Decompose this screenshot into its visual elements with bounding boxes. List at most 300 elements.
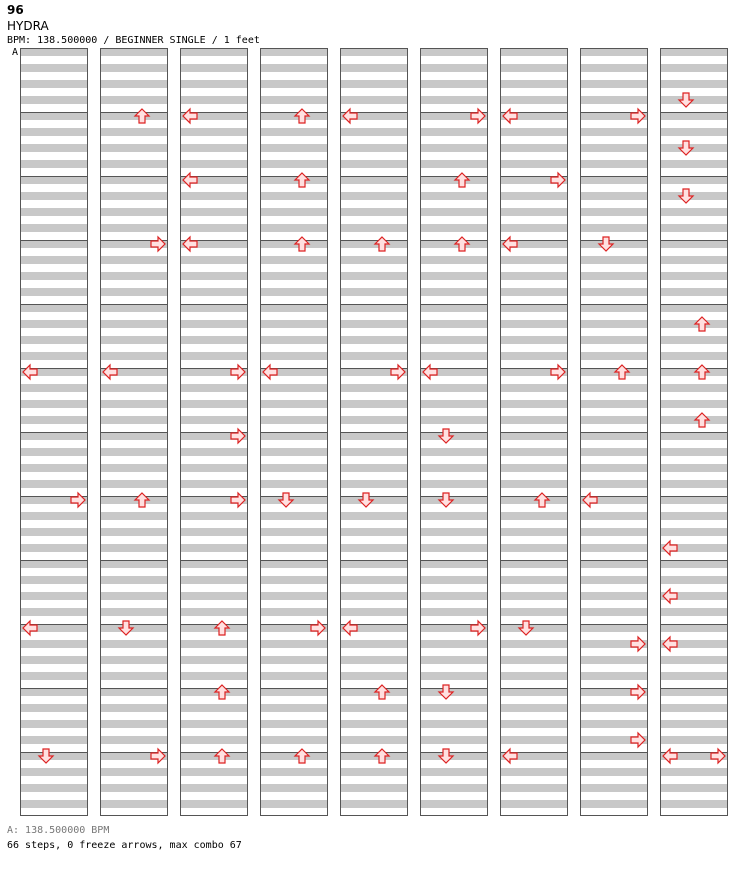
beat-stripe xyxy=(580,304,648,312)
beat-stripe xyxy=(500,320,568,328)
beat-stripe xyxy=(340,592,408,600)
beat-stripe xyxy=(580,624,648,632)
beat-stripe xyxy=(20,464,88,472)
arrow-right-icon xyxy=(391,365,405,379)
beat-stripe xyxy=(100,288,168,296)
arrow-up-icon xyxy=(695,365,709,379)
beat-stripe xyxy=(580,608,648,616)
beat-stripe xyxy=(340,96,408,104)
beat-stripe xyxy=(340,496,408,504)
beat-stripe xyxy=(260,176,328,184)
beat-stripe xyxy=(180,752,248,760)
beat-stripe xyxy=(340,144,408,152)
beat-stripe xyxy=(340,464,408,472)
beat-stripe xyxy=(180,224,248,232)
beat-stripe xyxy=(260,304,328,312)
beat-stripe xyxy=(660,368,728,376)
beat-stripe xyxy=(420,240,488,248)
beat-stripe xyxy=(660,560,728,568)
beat-stripe xyxy=(500,704,568,712)
beat-stripe xyxy=(420,464,488,472)
beat-stripe xyxy=(100,736,168,744)
beat-stripe xyxy=(20,432,88,440)
beat-stripe xyxy=(20,448,88,456)
arrow-up-icon xyxy=(295,173,309,187)
beat-stripe xyxy=(260,192,328,200)
beat-stripe xyxy=(660,320,728,328)
beat-stripe xyxy=(100,352,168,360)
beat-stripe xyxy=(100,448,168,456)
beat-stripe xyxy=(180,672,248,680)
arrow-up-icon xyxy=(295,109,309,123)
beat-stripe xyxy=(500,256,568,264)
beat-stripe xyxy=(420,784,488,792)
beat-stripe xyxy=(100,576,168,584)
beat-stripe xyxy=(420,576,488,584)
beat-stripe xyxy=(340,352,408,360)
arrow-right-icon xyxy=(231,365,245,379)
beat-stripe xyxy=(20,64,88,72)
beat-stripe xyxy=(420,544,488,552)
beat-stripe xyxy=(420,256,488,264)
beat-stripe xyxy=(180,448,248,456)
arrow-right-icon xyxy=(551,365,565,379)
beat-stripe xyxy=(660,400,728,408)
beat-stripe xyxy=(20,240,88,248)
beat-stripe xyxy=(660,272,728,280)
beat-stripe xyxy=(500,656,568,664)
arrow-right-icon xyxy=(311,621,325,635)
beat-stripe xyxy=(340,64,408,72)
beat-stripe xyxy=(20,688,88,696)
beat-stripe xyxy=(180,400,248,408)
beat-stripe xyxy=(260,672,328,680)
beat-stripe xyxy=(340,192,408,200)
beat-stripe xyxy=(500,128,568,136)
beat-stripe xyxy=(660,448,728,456)
arrow-down-icon xyxy=(439,749,453,763)
beat-stripe xyxy=(260,688,328,696)
beat-stripe xyxy=(20,576,88,584)
beat-stripe xyxy=(500,464,568,472)
beat-stripe xyxy=(500,608,568,616)
beat-stripe xyxy=(100,784,168,792)
beat-stripe xyxy=(500,592,568,600)
beat-stripe xyxy=(580,336,648,344)
beat-stripe xyxy=(180,64,248,72)
beat-stripe xyxy=(340,528,408,536)
beat-stripe xyxy=(180,624,248,632)
beat-stripe xyxy=(580,144,648,152)
beat-stripe xyxy=(340,768,408,776)
arrow-right-icon xyxy=(711,749,725,763)
beat-stripe xyxy=(260,736,328,744)
beat-stripe xyxy=(100,528,168,536)
beat-stripe xyxy=(180,688,248,696)
beat-stripe xyxy=(20,592,88,600)
beat-stripe xyxy=(500,96,568,104)
beat-stripe xyxy=(420,656,488,664)
beat-stripe xyxy=(580,592,648,600)
arrow-right-icon xyxy=(631,685,645,699)
chart-column xyxy=(20,48,88,816)
beat-stripe xyxy=(660,176,728,184)
arrow-left-icon xyxy=(183,109,197,123)
beat-stripe xyxy=(100,176,168,184)
beat-stripe xyxy=(20,512,88,520)
beat-stripe xyxy=(100,464,168,472)
beat-stripe xyxy=(660,768,728,776)
beat-stripe xyxy=(340,480,408,488)
beat-stripe xyxy=(340,432,408,440)
beat-stripe xyxy=(20,144,88,152)
beat-stripe xyxy=(660,688,728,696)
arrow-left-icon xyxy=(663,749,677,763)
beat-stripe xyxy=(20,672,88,680)
arrow-up-icon xyxy=(695,413,709,427)
beat-stripe xyxy=(260,352,328,360)
beat-stripe xyxy=(260,528,328,536)
beat-stripe xyxy=(660,80,728,88)
beat-stripe xyxy=(180,592,248,600)
beat-stripe xyxy=(340,80,408,88)
arrow-down-icon xyxy=(119,621,133,635)
beat-stripe xyxy=(500,192,568,200)
beat-stripe xyxy=(420,224,488,232)
beat-stripe xyxy=(340,240,408,248)
arrow-left-icon xyxy=(503,237,517,251)
beat-stripe xyxy=(340,656,408,664)
beat-stripe xyxy=(660,464,728,472)
beat-stripe xyxy=(420,512,488,520)
beat-stripe xyxy=(580,544,648,552)
beat-stripe xyxy=(340,176,408,184)
beat-stripe xyxy=(500,432,568,440)
beat-stripe xyxy=(580,80,648,88)
beat-stripe xyxy=(20,768,88,776)
arrow-right-icon xyxy=(151,749,165,763)
beat-stripe xyxy=(20,528,88,536)
beat-stripe xyxy=(100,624,168,632)
beat-stripe xyxy=(500,272,568,280)
beat-stripe xyxy=(260,448,328,456)
arrow-down-icon xyxy=(519,621,533,635)
beat-stripe xyxy=(500,640,568,648)
beat-stripe xyxy=(340,720,408,728)
beat-stripe xyxy=(420,688,488,696)
beat-stripe xyxy=(180,528,248,536)
beat-stripe xyxy=(340,688,408,696)
arrow-right-icon xyxy=(631,733,645,747)
beat-stripe xyxy=(660,512,728,520)
beat-stripe xyxy=(260,320,328,328)
beat-stripe xyxy=(340,128,408,136)
beat-stripe xyxy=(100,592,168,600)
beat-stripe xyxy=(20,800,88,808)
arrow-up-icon xyxy=(375,237,389,251)
arrow-left-icon xyxy=(663,541,677,555)
beat-stripe xyxy=(580,720,648,728)
arrow-right-icon xyxy=(471,109,485,123)
beat-stripe xyxy=(100,800,168,808)
beat-stripe xyxy=(420,432,488,440)
beat-stripe xyxy=(580,176,648,184)
beat-stripe xyxy=(180,768,248,776)
beat-stripe xyxy=(260,752,328,760)
song-number: 96 xyxy=(7,3,24,17)
beat-stripe xyxy=(260,144,328,152)
beat-stripe xyxy=(260,336,328,344)
arrow-left-icon xyxy=(583,493,597,507)
beat-stripe xyxy=(180,352,248,360)
beat-stripe xyxy=(20,336,88,344)
beat-stripe xyxy=(180,288,248,296)
beat-stripe xyxy=(580,400,648,408)
beat-stripe xyxy=(660,352,728,360)
beat-stripe xyxy=(180,416,248,424)
beat-stripe xyxy=(500,688,568,696)
arrow-down-icon xyxy=(439,493,453,507)
arrow-left-icon xyxy=(343,109,357,123)
beat-stripe xyxy=(660,144,728,152)
beat-stripe xyxy=(260,96,328,104)
beat-stripe xyxy=(580,800,648,808)
beat-stripe xyxy=(100,256,168,264)
beat-stripe xyxy=(500,720,568,728)
beat-stripe xyxy=(180,384,248,392)
beat-stripe xyxy=(180,576,248,584)
beat-stripe xyxy=(340,512,408,520)
beat-stripe xyxy=(500,352,568,360)
beat-stripe xyxy=(500,304,568,312)
beat-stripe xyxy=(420,288,488,296)
beat-stripe xyxy=(340,784,408,792)
arrow-left-icon xyxy=(663,589,677,603)
beat-stripe xyxy=(260,272,328,280)
arrow-right-icon xyxy=(231,429,245,443)
beat-stripe xyxy=(580,256,648,264)
beat-stripe xyxy=(500,480,568,488)
beat-stripe xyxy=(340,272,408,280)
beat-stripe xyxy=(500,544,568,552)
beat-stripe xyxy=(100,496,168,504)
arrow-left-icon xyxy=(263,365,277,379)
arrow-left-icon xyxy=(183,237,197,251)
beat-stripe xyxy=(340,544,408,552)
beat-stripe xyxy=(580,384,648,392)
beat-stripe xyxy=(180,640,248,648)
beat-stripe xyxy=(660,672,728,680)
beat-stripe xyxy=(660,432,728,440)
arrow-right-icon xyxy=(231,493,245,507)
beat-stripe xyxy=(340,400,408,408)
beat-stripe xyxy=(580,448,648,456)
beat-stripe xyxy=(580,432,648,440)
beat-stripe xyxy=(100,128,168,136)
beat-stripe xyxy=(100,96,168,104)
beat-stripe xyxy=(660,496,728,504)
beat-stripe xyxy=(420,720,488,728)
beat-stripe xyxy=(180,800,248,808)
beat-stripe xyxy=(100,192,168,200)
beat-stripe xyxy=(20,128,88,136)
arrow-up-icon xyxy=(295,749,309,763)
beat-stripe xyxy=(20,80,88,88)
beat-stripe xyxy=(260,800,328,808)
beat-stripe xyxy=(500,448,568,456)
beat-stripe xyxy=(420,336,488,344)
arrow-down-icon xyxy=(679,189,693,203)
beat-stripe xyxy=(100,560,168,568)
beat-stripe xyxy=(180,192,248,200)
beat-stripe xyxy=(580,368,648,376)
beat-stripe xyxy=(500,560,568,568)
beat-stripe xyxy=(340,416,408,424)
beat-stripe xyxy=(340,752,408,760)
beat-stripe xyxy=(340,672,408,680)
beat-stripe xyxy=(420,272,488,280)
arrow-left-icon xyxy=(23,365,37,379)
beat-stripe xyxy=(100,112,168,120)
beat-stripe xyxy=(580,192,648,200)
beat-stripe xyxy=(100,320,168,328)
beat-stripe xyxy=(20,784,88,792)
beat-stripe xyxy=(500,784,568,792)
beat-stripe xyxy=(580,480,648,488)
beat-stripe xyxy=(100,272,168,280)
beat-stripe xyxy=(500,80,568,88)
beat-stripe xyxy=(100,416,168,424)
beat-stripe xyxy=(500,576,568,584)
beat-stripe xyxy=(420,48,488,56)
beat-stripe xyxy=(180,208,248,216)
beat-stripe xyxy=(420,592,488,600)
beat-stripe xyxy=(340,48,408,56)
beat-stripe xyxy=(20,112,88,120)
beat-stripe xyxy=(260,640,328,648)
beat-stripe xyxy=(580,528,648,536)
beat-stripe xyxy=(180,320,248,328)
chart-column xyxy=(100,48,168,816)
bpm-marker-label: A xyxy=(12,47,19,58)
arrow-left-icon xyxy=(503,749,517,763)
beat-stripe xyxy=(20,400,88,408)
arrow-right-icon xyxy=(631,109,645,123)
beat-stripe xyxy=(580,96,648,104)
footer-stats: 66 steps, 0 freeze arrows, max combo 67 xyxy=(7,840,242,851)
arrow-right-icon xyxy=(471,621,485,635)
beat-stripe xyxy=(260,720,328,728)
beat-stripe xyxy=(20,416,88,424)
beat-stripe xyxy=(500,144,568,152)
beat-stripe xyxy=(20,208,88,216)
beat-stripe xyxy=(100,400,168,408)
beat-stripe xyxy=(420,80,488,88)
beat-stripe xyxy=(660,208,728,216)
beat-stripe xyxy=(580,48,648,56)
song-info: BPM: 138.500000 / BEGINNER SINGLE / 1 feet xyxy=(7,35,260,46)
beat-stripe xyxy=(260,496,328,504)
beat-stripe xyxy=(500,224,568,232)
beat-stripe xyxy=(20,704,88,712)
beat-stripe xyxy=(660,112,728,120)
beat-stripe xyxy=(420,160,488,168)
beat-stripe xyxy=(660,288,728,296)
beat-stripe xyxy=(20,304,88,312)
chart-column xyxy=(580,48,648,816)
beat-stripe xyxy=(20,640,88,648)
beat-stripe xyxy=(500,496,568,504)
beat-stripe xyxy=(660,256,728,264)
beat-stripe xyxy=(20,544,88,552)
beat-stripe xyxy=(660,784,728,792)
beat-stripe xyxy=(660,624,728,632)
beat-stripe xyxy=(100,480,168,488)
beat-stripe xyxy=(500,288,568,296)
beat-stripe xyxy=(180,80,248,88)
beat-stripe xyxy=(580,224,648,232)
beat-stripe xyxy=(100,688,168,696)
beat-stripe xyxy=(500,768,568,776)
arrow-up-icon xyxy=(135,493,149,507)
beat-stripe xyxy=(180,464,248,472)
beat-stripe xyxy=(180,784,248,792)
beat-stripe xyxy=(20,752,88,760)
arrow-up-icon xyxy=(215,685,229,699)
beat-stripe xyxy=(20,736,88,744)
beat-stripe xyxy=(180,704,248,712)
beat-stripe xyxy=(20,160,88,168)
beat-stripe xyxy=(180,256,248,264)
chart-column xyxy=(420,48,488,816)
beat-stripe xyxy=(660,240,728,248)
beat-stripe xyxy=(580,704,648,712)
beat-stripe xyxy=(20,96,88,104)
beat-stripe xyxy=(660,720,728,728)
beat-stripe xyxy=(100,768,168,776)
beat-stripe xyxy=(500,528,568,536)
beat-stripe xyxy=(580,464,648,472)
beat-stripe xyxy=(420,416,488,424)
beat-stripe xyxy=(420,736,488,744)
beat-stripe xyxy=(100,720,168,728)
arrow-left-icon xyxy=(343,621,357,635)
beat-stripe xyxy=(500,208,568,216)
beat-stripe xyxy=(660,48,728,56)
arrow-down-icon xyxy=(359,493,373,507)
arrow-down-icon xyxy=(439,685,453,699)
beat-stripe xyxy=(100,224,168,232)
arrow-right-icon xyxy=(151,237,165,251)
beat-stripe xyxy=(580,752,648,760)
beat-stripe xyxy=(100,160,168,168)
arrow-up-icon xyxy=(375,685,389,699)
beat-stripe xyxy=(100,608,168,616)
beat-stripe xyxy=(660,192,728,200)
arrow-up-icon xyxy=(375,749,389,763)
arrow-up-icon xyxy=(695,317,709,331)
beat-stripe xyxy=(20,560,88,568)
arrow-up-icon xyxy=(455,237,469,251)
beat-stripe xyxy=(260,704,328,712)
arrow-left-icon xyxy=(423,365,437,379)
beat-stripe xyxy=(180,48,248,56)
beat-stripe xyxy=(340,736,408,744)
beat-stripe xyxy=(260,64,328,72)
beat-stripe xyxy=(660,384,728,392)
beat-stripe xyxy=(580,128,648,136)
beat-stripe xyxy=(660,416,728,424)
